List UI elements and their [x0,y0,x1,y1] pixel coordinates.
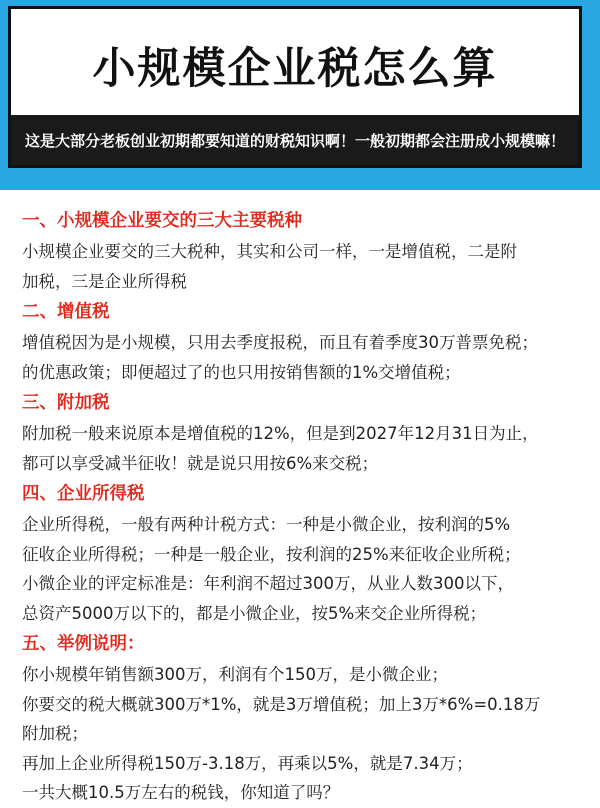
section-heading: 三、附加税 [22,393,110,413]
paragraph-line: 附加税一般来说原本是增值税的12%，但是到2027年12月31日为止， [22,424,539,443]
paragraph-line: 加税，三是企业所得税 [22,271,187,291]
section-surcharge [22,387,588,478]
section-income-tax [22,478,588,628]
section-heading: 二、增值税 [22,302,110,322]
paragraph-line: 企业所得税，一般有两种计税方式：一种是小微企业，按利润的5% [22,515,511,534]
paragraph-line: 征收企业所得税；一种是一般企业，按利润的25%来征收企业所税； [22,544,521,564]
paragraph-line: 的优惠政策；即便超过了的也只用按销售额的1%交增值税； [22,362,461,382]
section-heading: 四、企业所得税 [22,484,145,504]
paragraph-line: 一共大概10.5万左右的税钱，你知道了吗？ [22,783,340,802]
section-vat-types [22,205,588,296]
section-heading: 五、举例说明： [22,634,145,654]
paragraph-line: 小规模企业要交的三大税种，其实和公司一样，一是增值税，二是附 [22,242,517,261]
section-heading: 一、小规模企业要交的三大主要税种 [22,211,302,231]
section-vat [22,296,588,387]
paragraph-line: 你要交的税大概就300万*1%，就是3万增值税；加上3万*6%=0.18万 [22,694,541,714]
section-example [22,628,588,808]
paragraph-line: 小微企业的评定标准是：年利润不超过300万，从业人数300以下， [22,574,514,593]
paragraph-line: 增值税因为是小规模，只用去季度报税，而且有着季度30万普票免税； [22,333,538,352]
paragraph-line: 你小规模年销售额300万，利润有个150万，是小微企业； [22,665,448,684]
header-card [8,6,582,168]
page-title: 小规模企业税怎么算 [92,44,498,94]
subtitle-text: 这是大部分老板创业初期都要知道的财税知识啊！一般初期都会注册成小规模嘛！ [24,131,565,150]
paragraph-line: 再加上企业所得税150万-3.18万，再乘以5%，就是7.34万； [22,753,473,773]
article-body [22,205,588,808]
paragraph-line: 附加税； [22,724,88,743]
paragraph-line: 总资产5000万以下的，都是小微企业，按5%来交企业所得税； [22,603,487,623]
paragraph-line: 都可以享受减半征收！就是说只用按6%来交税； [22,453,379,473]
subtitle-bar [11,115,579,165]
